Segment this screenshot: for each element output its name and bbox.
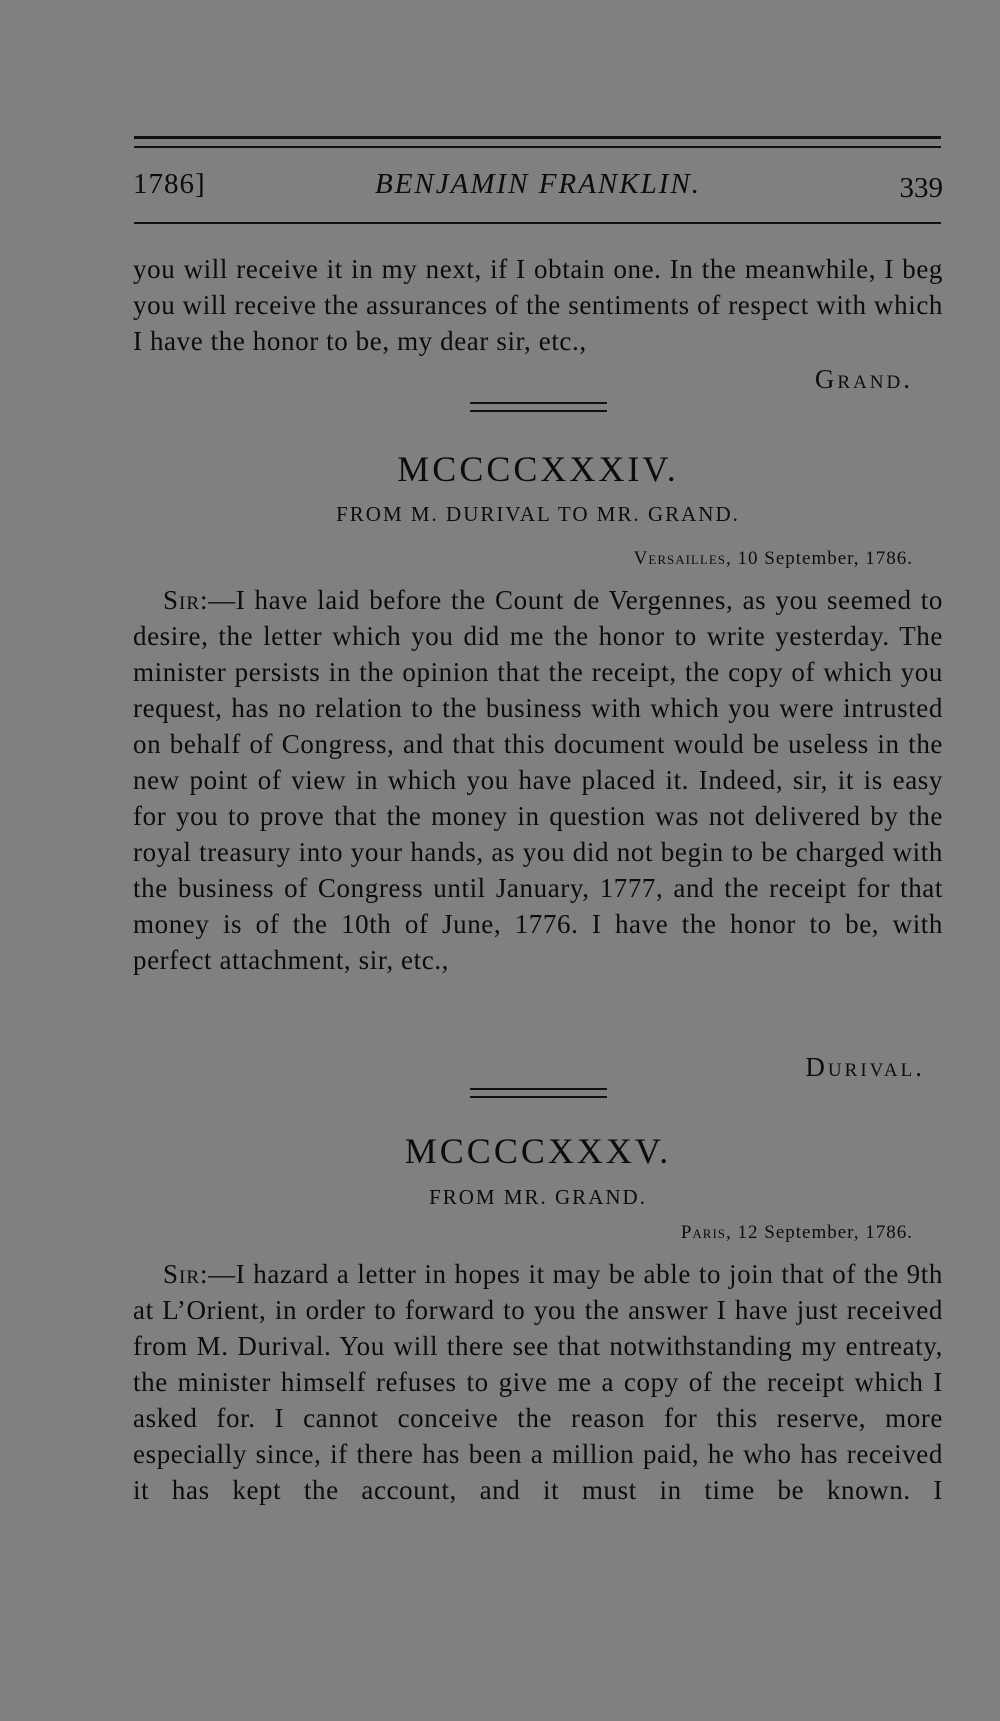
salutation: Sir [163, 585, 201, 615]
head-underline [134, 222, 941, 224]
running-head-year: 1786] [133, 168, 206, 200]
letter-number: MCCCCXXXIV. [397, 449, 679, 489]
top-rule-thin [134, 146, 941, 148]
letter-heading: FROM M. DURIVAL TO MR. GRAND. [336, 502, 740, 526]
letter-body [133, 582, 943, 978]
running-head [133, 168, 943, 208]
dateline-date: 10 September, 1786. [737, 548, 913, 569]
dateline-date: 12 September, 1786. [737, 1222, 913, 1243]
letter-heading: FROM MR. GRAND. [429, 1185, 647, 1209]
running-head-title: BENJAMIN FRANKLIN. [375, 168, 701, 200]
page-number: 339 [899, 172, 943, 204]
letter-number: MCCCCXXXV. [404, 1131, 672, 1171]
dateline-place: Versailles, [633, 548, 732, 569]
letter-body-text: :—I hazard a letter in hopes it may be able to join that of the 9th at L’Orient, in order to forward to you the answer I have just received from M. Durival. You will there see that notwithstanding my entreaty, the minister himself refuses to give me a copy of the receipt which I asked for. I cannot conceive the reason for this reserve, more especially since, if there has been a million paid, he who has received it has kept the account, and it must in time be known. I [133, 1259, 943, 1505]
dateline [634, 548, 913, 570]
section-separator [470, 402, 607, 412]
letter-signature: Durival. [805, 1052, 925, 1082]
continuation-paragraph [133, 251, 943, 359]
continuation-signature: Grand. [814, 364, 913, 394]
letter-body-text: :—I have laid before the Count de Vergennes, as you seemed to desire, the letter which you did me the honor to write yesterday. The minister persists in the opinion that the receipt, the copy of which you request, has no relation to the business with which you were intrusted on behalf of Congress, and that this document would be useless in the new point of view in which you have placed it. Indeed, sir, it is easy for you to prove that the money in question was not delivered by the royal treasury into your hands, as you did not begin to be charged with the business of Congress until January, 1777, and the receipt for that money is of the 10th of June, 1776. I have the honor to be, with perfect attachment, sir, etc., [133, 585, 943, 975]
top-rule-thick [134, 136, 941, 139]
salutation: Sir [163, 1259, 201, 1289]
letter-body [133, 1256, 943, 1508]
section-separator [470, 1088, 607, 1098]
continuation-text: you will receive it in my next, if I obtain one. In the meanwhile, I beg you will receive the assurances of the sentiments of respect with which I have the honor to be, my dear sir, etc., [133, 254, 943, 356]
dateline-place: Paris, [680, 1222, 732, 1243]
dateline [681, 1222, 913, 1244]
